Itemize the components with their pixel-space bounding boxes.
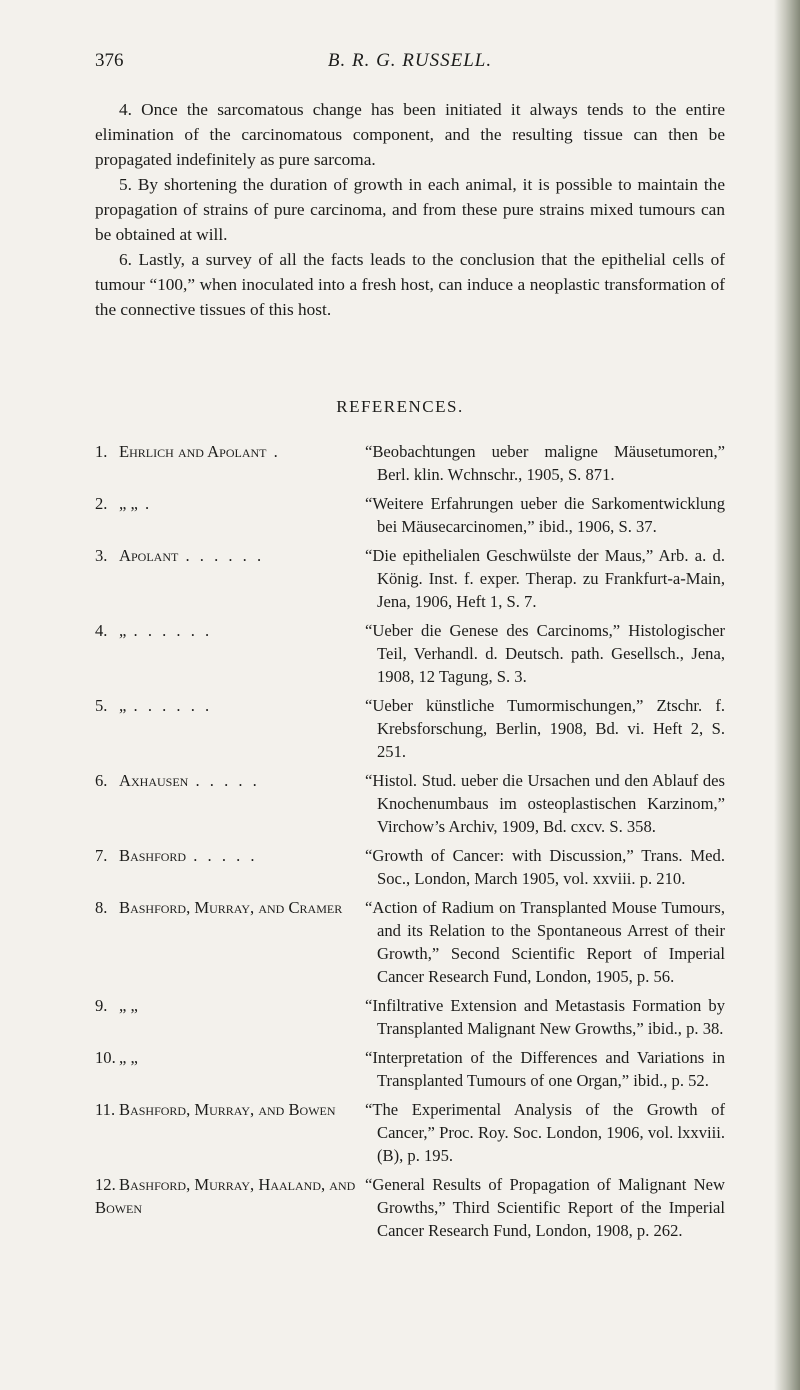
running-head: B. R. G. RUSSELL. — [327, 50, 493, 71]
reference-author — [95, 1046, 363, 1092]
reference-number: 12. — [95, 1175, 116, 1194]
reference-number: 3. — [95, 546, 108, 565]
paragraph: 5. By shortening the duration of growth in each animal, it is possible to maintain the propagation of strains of pure carcinoma, and from these pure strains mixed tumours can be obtained at will. — [95, 175, 725, 244]
reference-citation: “Action of Radium on Transplanted Mouse Tumours, and its Relation to the Spontaneous Arrest of their Growth,” Second Scientific Report of Imperial Cancer Research Fund, London, 1905, p. 56. — [365, 898, 725, 986]
reference-entry — [95, 896, 725, 988]
references-heading: REFERENCES. — [336, 397, 464, 416]
reference-citation: “General Results of Propagation of Malignant New Growths,” Third Scientific Report of the Imperial Cancer Research Fund, London, 1908, p. 262. — [365, 1175, 725, 1240]
leader-dots: . . . . . . — [126, 696, 213, 715]
reference-author-name: Bashford — [119, 846, 187, 865]
references-list — [95, 440, 725, 1248]
reference-number: 1. — [95, 442, 108, 461]
reference-entry — [95, 769, 725, 838]
reference-number: 9. — [95, 996, 108, 1015]
reference-number: 5. — [95, 696, 108, 715]
leader-dots: . — [266, 442, 281, 461]
reference-author-name: Bashford, Murray, and Cramer — [119, 898, 343, 917]
reference-author — [95, 440, 363, 486]
reference-author — [95, 619, 363, 688]
page-number: 376 — [95, 50, 124, 71]
reference-entry — [95, 544, 725, 613]
reference-citation: “Infiltrative Extension and Metastasis Formation by Transplanted Malignant New Growths,” ibid., p. 38. — [365, 996, 725, 1038]
reference-citation: “Histol. Stud. ueber die Ursachen und den Ablauf des Knochenumbaus im osteoplastischen Karzinom,” Virchow’s Archiv, 1909, Bd. cxcv. S. 358. — [365, 771, 725, 836]
reference-author-name: Axhausen — [119, 771, 189, 790]
page-header — [95, 50, 725, 80]
reference-citation: “Ueber künstliche Tumormischungen,” Ztschr. f. Krebsforschung, Berlin, 1908, Bd. vi. Heft 2, S. 251. — [365, 696, 725, 761]
reference-entry — [95, 1173, 725, 1242]
reference-citation: “The Experimental Analysis of the Growth of Cancer,” Proc. Roy. Soc. London, 1906, vol. lxxviii. (B), p. 195. — [365, 1100, 725, 1165]
reference-author-name: „ „ — [119, 1048, 138, 1067]
reference-author-name: „ — [119, 696, 127, 715]
reference-number: 4. — [95, 621, 108, 640]
reference-entry — [95, 619, 725, 688]
body-text — [95, 97, 725, 322]
reference-author-name: „ — [119, 621, 127, 640]
reference-author-name: Bashford, Murray, and Bowen — [119, 1100, 336, 1119]
leader-dots: . . . . . . — [126, 621, 213, 640]
reference-number: 11. — [95, 1100, 116, 1119]
reference-author — [95, 492, 363, 538]
reference-citation: “Growth of Cancer: with Discussion,” Trans. Med. Soc., London, March 1905, vol. xxviii. p. 210. — [365, 846, 725, 888]
leader-dots: . . . . . — [186, 846, 258, 865]
reference-author — [95, 896, 363, 988]
reference-author — [95, 844, 363, 890]
reference-number: 10. — [95, 1048, 116, 1067]
reference-number: 6. — [95, 771, 108, 790]
reference-author-name: Apolant — [119, 546, 179, 565]
reference-entry — [95, 1098, 725, 1167]
reference-citation: “Interpretation of the Differences and Variations in Transplanted Tumours of one Organ,” ibid., p. 52. — [365, 1048, 725, 1090]
page-edge-shadow — [774, 0, 800, 1390]
reference-citation: “Die epithelialen Geschwülste der Maus,” Arb. a. d. König. Inst. f. exper. Therap. zu Frankfurt-a-Main, Jena, 1906, Heft 1, S. 7. — [365, 546, 725, 611]
reference-entry — [95, 1046, 725, 1092]
reference-author — [95, 544, 363, 613]
reference-number: 7. — [95, 846, 108, 865]
reference-entry — [95, 844, 725, 890]
reference-entry — [95, 994, 725, 1040]
reference-author — [95, 694, 363, 763]
reference-author-name: „ „ — [119, 996, 138, 1015]
leader-dots: . . . . . — [188, 771, 260, 790]
reference-author — [95, 1173, 363, 1242]
reference-number: 2. — [95, 494, 108, 513]
paragraph: 4. Once the sarcomatous change has been initiated it always tends to the entire elimination of the carcinomatous component, and the resulting tissue can then be propagated indefinitely as pure sarcoma. — [95, 100, 725, 169]
reference-entry — [95, 492, 725, 538]
leader-dots: . . . . . . — [178, 546, 265, 565]
reference-number: 8. — [95, 898, 108, 917]
reference-citation: “Weitere Erfahrungen ueber die Sarkomentwicklung bei Mäusecarcinomen,” ibid., 1906, S. 37. — [365, 494, 725, 536]
paragraph: 6. Lastly, a survey of all the facts leads to the conclusion that the epithelial cells of tumour “100,” when inoculated into a fresh host, can induce a neoplastic transformation of the connective tissues of this host. — [95, 250, 725, 319]
reference-author-name: Ehrlich and Apolant — [119, 442, 267, 461]
reference-author — [95, 769, 363, 838]
reference-entry — [95, 440, 725, 486]
reference-author-name: „ „ — [119, 494, 138, 513]
reference-entry — [95, 694, 725, 763]
reference-citation: “Ueber die Genese des Carcinoms,” Histologischer Teil, Verhandl. d. Deutsch. path. Gesellsch., Jena, 1908, 12 Tagung, S. 3. — [365, 621, 725, 686]
reference-author — [95, 1098, 363, 1167]
reference-author — [95, 994, 363, 1040]
leader-dots: . — [137, 494, 153, 513]
reference-citation: “Beobachtungen ueber maligne Mäusetumoren,” Berl. klin. Wchnschr., 1905, S. 871. — [365, 442, 725, 484]
reference-author-name: Bashford, Murray, Haaland, and Bowen — [95, 1175, 356, 1217]
